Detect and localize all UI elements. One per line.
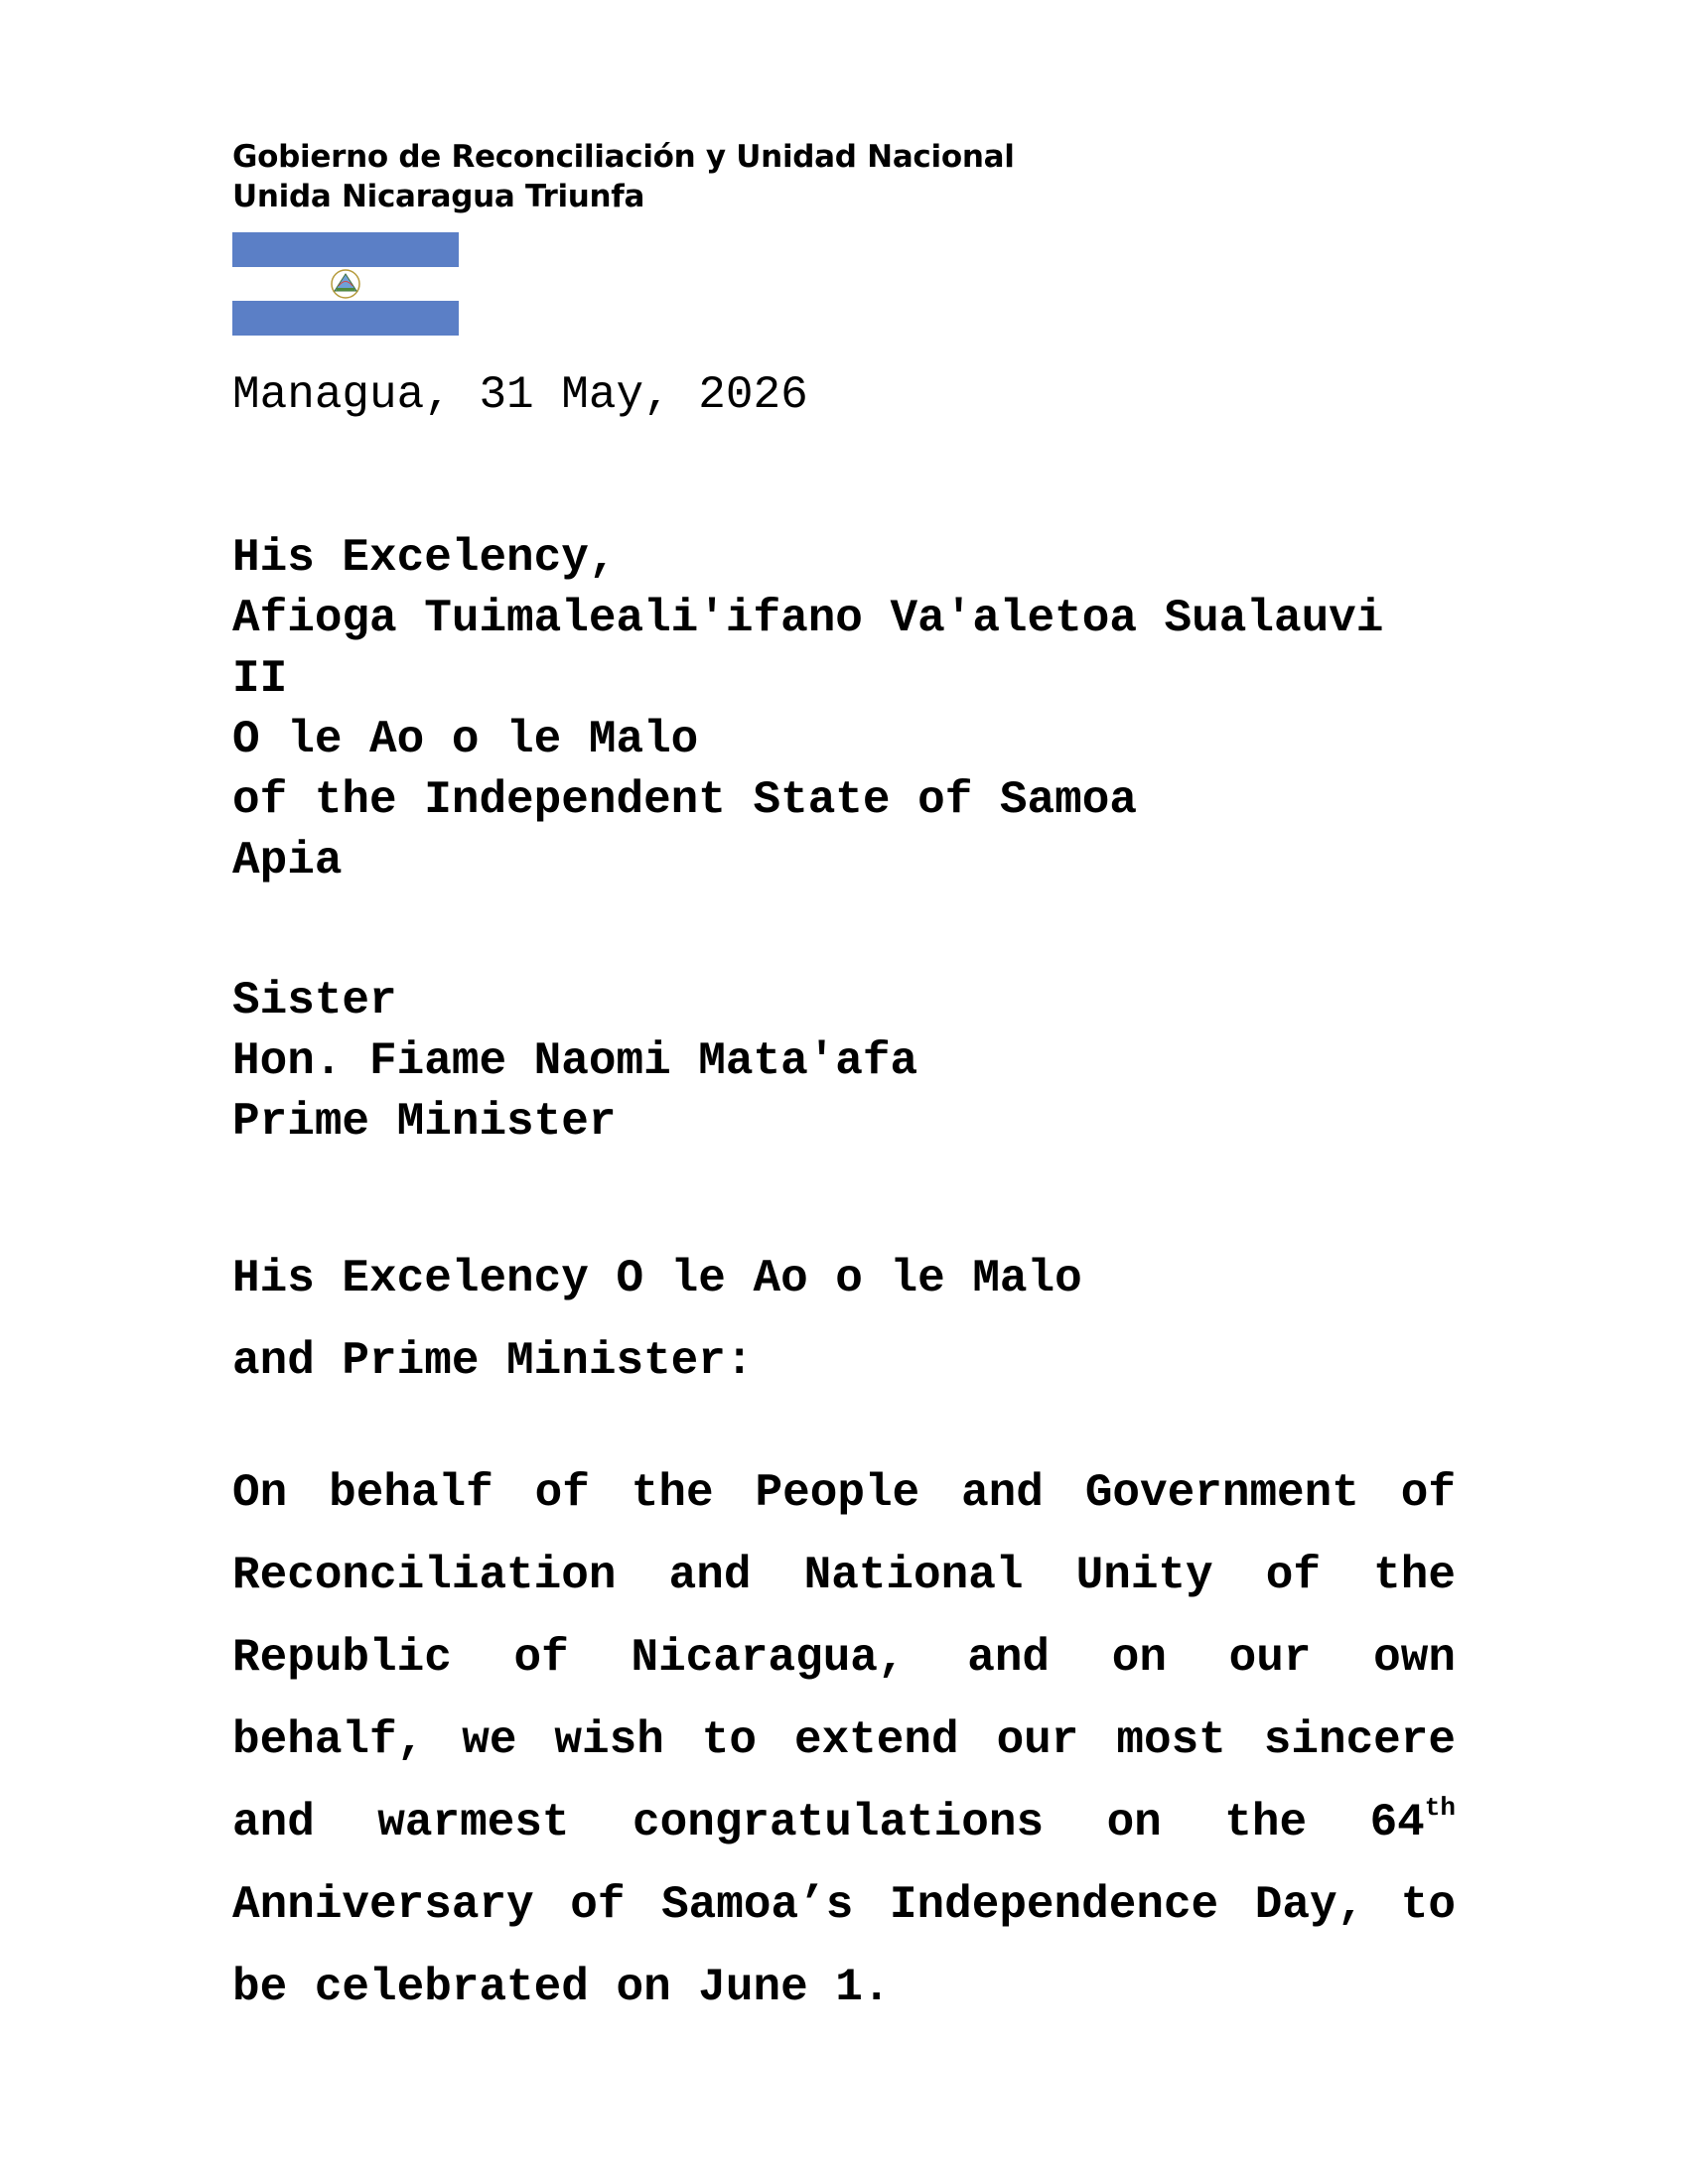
letter-page (232, 137, 1456, 2029)
address-line: of the Independent State of Samoa (232, 774, 1137, 826)
letterhead-government-name: Gobierno de Reconciliación y Unidad Nacional (232, 139, 1015, 175)
letter-date: Managua, 31 May, 2026 (232, 369, 808, 421)
flag-middle-band (232, 267, 459, 302)
ordinal-superscript: th (1424, 1792, 1456, 1823)
address-line: Afioga Tuimaleali'ifano Va'aletoa Sualauvi II (232, 593, 1384, 705)
address-line: O le Ao o le Malo (232, 714, 699, 765)
nicaragua-flag-icon (232, 232, 459, 336)
letterhead-slogan: Unida Nicaragua Triunfa (232, 179, 645, 214)
pm-line: Hon. Fiame Naomi Mata'afa (232, 1035, 918, 1087)
address-line: His Excelency, (232, 532, 617, 584)
letterhead (232, 137, 1456, 216)
salutation-line: and Prime Minister: (232, 1335, 754, 1387)
body-text-part2: Anniversary of Samoa’s Independence Day, to be celebrated on June 1. (232, 1879, 1456, 2013)
flag-top-band (232, 232, 459, 267)
coat-of-arms-icon (324, 267, 367, 301)
pm-line: Prime Minister (232, 1096, 617, 1148)
recipient-address (232, 528, 1456, 891)
prime-minister-block (232, 971, 1456, 1153)
flag-bottom-band (232, 301, 459, 336)
salutation (232, 1238, 1456, 1403)
pm-line: Sister (232, 975, 397, 1026)
address-line: Apia (232, 835, 343, 887)
letter-body-paragraph (232, 1452, 1456, 2029)
salutation-line: His Excelency O le Ao o le Malo (232, 1253, 1082, 1304)
body-text-part1: On behalf of the People and Government of Reconciliation and National Unity of the Republic of Nicaragua, and on our own behalf, we wish to extend our most sincere and warmest congratulations on the 64 (232, 1467, 1456, 1848)
